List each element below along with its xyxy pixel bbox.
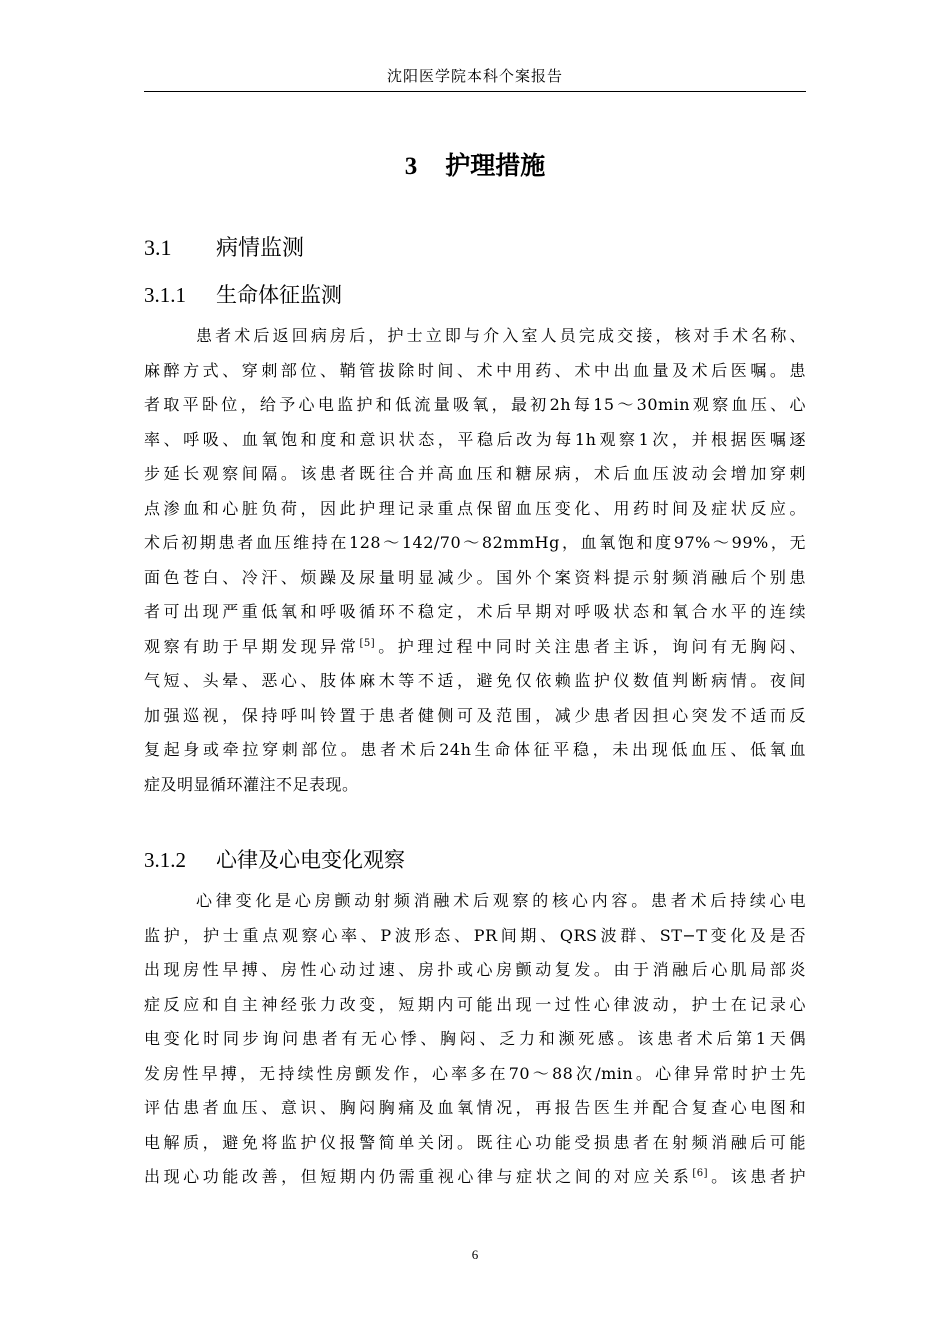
text-line: 发房性早搏，无持续性房颤发作，心率多在70～88次/min。心律异常时护士先 — [144, 1063, 806, 1083]
text-segment: 出现心功能改善，但短期内仍需重视心律与症状之间的对应关系 — [144, 1167, 693, 1186]
page-number: 6 — [471, 1247, 479, 1262]
text-line: 评估患者血压、意识、胸闷胸痛及血氧情况，再报告医生并配合复查心电图和 — [144, 1098, 806, 1117]
text-line: 复起身或牵拉穿刺部位。患者术后24h生命体征平稳，未出现低血压、低氧血 — [144, 740, 806, 759]
text-line: 者取平卧位，给予心电监护和低流量吸氧，最初2h每15～30min观察血压、心 — [144, 395, 806, 414]
text-line: 症反应和自主神经张力改变，短期内可能出现一过性心律波动，护士在记录心 — [144, 994, 806, 1014]
text-line: 心律变化是心房颤动射频消融术后观察的核心内容。患者术后持续心电 — [196, 891, 806, 910]
chapter-heading — [144, 146, 806, 187]
section-number: 3.1.2 — [144, 848, 186, 872]
paragraph-rhythm-observation — [144, 884, 806, 1195]
text-line: 麻醉方式、穿刺部位、鞘管拔除时间、术中用药、术中出血量及术后医嘱。患 — [144, 360, 806, 380]
text-line: 气短、头晕、恶心、肢体麻木等不适，避免仅依赖监护仪数值判断病情。夜间 — [144, 671, 806, 690]
text-segment: 。护理过程中同时关注患者主诉，询问有无胸闷、 — [375, 636, 806, 656]
citation-ref: [6] — [692, 1168, 709, 1179]
text-line: 面色苍白、冷汗、烦躁及尿量明显减少。国外个案资料提示射频消融后个别患 — [144, 567, 806, 587]
header-rule — [144, 91, 806, 92]
chapter-title: 护理措施 — [445, 151, 546, 180]
section-number: 3.1.1 — [144, 283, 186, 307]
text-segment: 。该患者护 — [708, 1167, 806, 1186]
text-line: 步延长观察间隔。该患者既往合并高血压和糖尿病，术后血压波动会增加穿刺 — [144, 464, 806, 483]
text-line: 症及明显循环灌注不足表现。 — [144, 774, 359, 794]
citation-ref: [5] — [359, 637, 376, 649]
section-title: 生命体征监测 — [216, 283, 342, 307]
text-line — [144, 630, 806, 665]
running-header: 沈阳医学院本科个案报告 — [386, 67, 563, 85]
text-line — [144, 1160, 806, 1195]
text-line: 率、呼吸、血氧饱和度和意识状态，平稳后改为每1h观察1次，并根据医嘱逐 — [144, 429, 806, 449]
section-number: 3.1 — [144, 235, 172, 260]
text-line: 加强巡视，保持呼叫铃置于患者健侧可及范围，减少患者因担心突发不适而反 — [144, 705, 806, 725]
section-title: 心律及心电变化观察 — [216, 848, 405, 872]
text-line: 术后初期患者血压维持在128～142/70～82mmHg，血氧饱和度97%～99%，无 — [144, 533, 806, 552]
chapter-number: 3 — [404, 153, 418, 180]
text-line: 点渗血和心脏负荷，因此护理记录重点保留血压变化、用药时间及症状反应。 — [144, 498, 806, 518]
paragraph-vital-signs — [144, 319, 806, 802]
text-line: 者可出现严重低氧和呼吸循环不稳定，术后早期对呼吸状态和氧合水平的连续 — [144, 602, 806, 621]
text-line: 患者术后返回病房后，护士立即与介入室人员完成交接，核对手术名称、 — [196, 326, 806, 345]
section-heading-3-1-1 — [144, 280, 342, 310]
section-heading-3-1 — [144, 233, 304, 264]
text-line: 电解质，避免将监护仪报警简单关闭。既往心功能受损患者在射频消融后可能 — [144, 1132, 806, 1152]
text-line: 监护，护士重点观察心率、P波形态、PR间期、QRS波群、ST−T变化及是否 — [144, 925, 806, 945]
section-heading-3-1-2 — [144, 845, 405, 875]
text-segment: 观察有助于早期发现异常 — [144, 636, 360, 656]
section-title: 病情监测 — [216, 236, 305, 261]
text-line: 出现房性早搏、房性心动过速、房扑或心房颤动复发。由于消融后心肌局部炎 — [144, 960, 806, 979]
text-line: 电变化时同步询问患者有无心悸、胸闷、乏力和濒死感。该患者术后第1天偶 — [144, 1029, 806, 1048]
